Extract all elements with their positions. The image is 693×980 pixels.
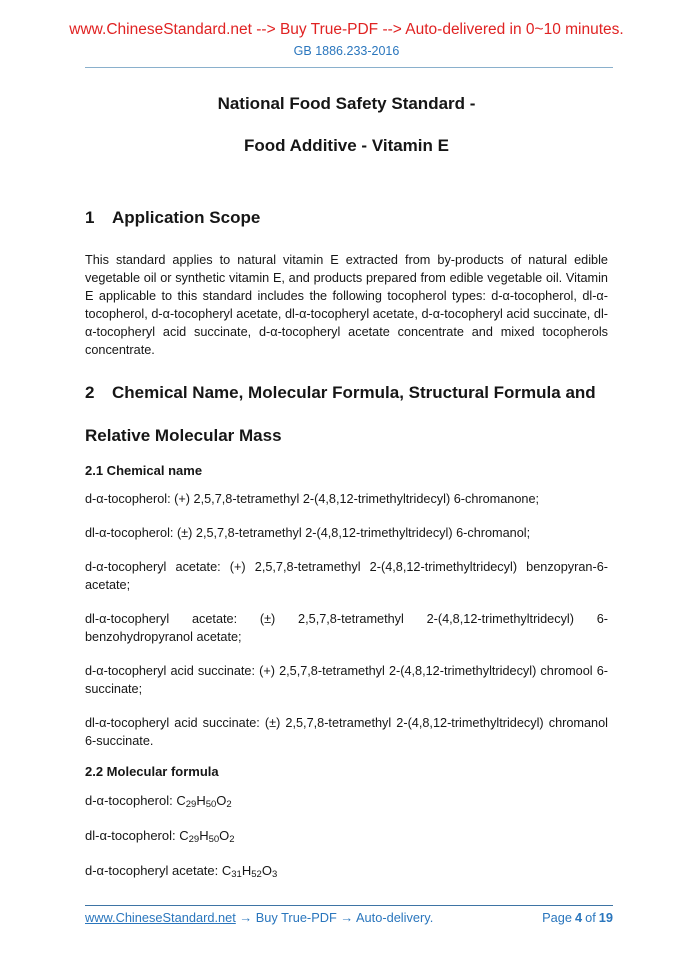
standard-code: GB 1886.233-2016 — [293, 44, 400, 58]
footer-left — [85, 910, 433, 926]
page-label: Page — [542, 910, 572, 925]
subsection-2-1-heading: 2.1 Chemical name — [85, 463, 203, 478]
molecular-formula-line — [85, 792, 608, 810]
footer-link[interactable]: www.ChineseStandard.net — [85, 910, 236, 925]
formula-label: d-α-tocopheryl acetate: — [85, 863, 222, 878]
of-label: of — [585, 910, 596, 925]
chemical-name-item: d-α-tocopherol: (+) 2,5,7,8-tetramethyl 2-(4,8,12-trimethyltridecyl) 6-chromanone; — [85, 492, 540, 506]
formula-element: H — [196, 793, 206, 808]
formula-subscript: 29 — [188, 834, 200, 845]
page-total: 19 — [598, 910, 613, 925]
chemical-name-item: d-α-tocopheryl acetate: (+) 2,5,7,8-tetramethyl 2-(4,8,12-trimethyltridecyl) benzopyran-6-acetate; — [85, 560, 608, 592]
formula-label: dl-α-tocopherol: — [85, 828, 180, 843]
formula-label: d-α-tocopherol: — [85, 793, 177, 808]
header-divider — [85, 67, 613, 68]
chemical-name-item: dl-α-tocopheryl acetate: (±) 2,5,7,8-tetramethyl 2-(4,8,12-trimethyltridecyl) 6-benzohydropyranol acetate; — [85, 612, 608, 644]
footer-text: → Buy True-PDF → Auto-delivery. — [235, 910, 434, 925]
formula-subscript: 50 — [208, 834, 220, 845]
page-indicator — [539, 910, 613, 926]
molecular-formula-line — [85, 862, 608, 880]
formula-subscript: 2 — [226, 799, 232, 810]
formula-element: O — [216, 793, 227, 808]
formula-element: O — [261, 863, 272, 878]
page-footer — [85, 905, 613, 926]
formula-element: C — [221, 863, 232, 878]
section-2-heading — [85, 371, 608, 457]
formula-subscript: 3 — [271, 869, 278, 880]
section-2-number: 2 — [85, 383, 95, 402]
formula-element: H — [199, 828, 209, 843]
chemical-name-item: dl-α-tocopheryl acid succinate: (±) 2,5,7,8-tetramethyl 2-(4,8,12-trimethyltridecyl) chromanol 6-succinate. — [85, 716, 608, 748]
document-title-line2: Food Additive - Vitamin E — [244, 136, 449, 155]
section-2-title: Chemical Name, Molecular Formula, Structural Formula and Relative Molecular Mass — [85, 383, 596, 445]
section-1-number: 1 — [85, 208, 95, 227]
chemical-name-item: d-α-tocopheryl acid succinate: (+) 2,5,7,8-tetramethyl 2-(4,8,12-trimethyltridecyl) chromool 6-succinate; — [85, 664, 608, 696]
section-1-title: Application Scope — [112, 208, 261, 227]
formula-subscript: 29 — [185, 799, 197, 810]
subsection-2-2-heading: 2.2 Molecular formula — [85, 764, 219, 779]
molecular-formula-line — [85, 827, 608, 845]
chemical-name-item: dl-α-tocopherol: (±) 2,5,7,8-tetramethyl 2-(4,8,12-trimethyltridecyl) 6-chromanol; — [85, 526, 531, 540]
formula-subscript: 52 — [251, 869, 262, 880]
formula-element: C — [179, 828, 189, 843]
page-current: 4 — [574, 910, 583, 925]
formula-subscript: 2 — [229, 834, 235, 845]
section-1-heading — [85, 206, 608, 230]
promo-banner: www.ChineseStandard.net --> Buy True-PDF --> Auto-delivered in 0~10 minutes. — [69, 21, 624, 38]
formula-element: C — [176, 793, 186, 808]
formula-element: O — [219, 828, 230, 843]
formula-element: H — [241, 863, 252, 878]
formula-subscript: 31 — [231, 869, 242, 880]
document-title-line1: National Food Safety Standard - — [217, 94, 476, 113]
section-1-paragraph: This standard applies to natural vitamin E extracted from by-products of natural edible vegetable oil or synthetic vitamin E, and products prepared from edible vegetable oil. Vitamin E applicable to this standard includes the following tocopherol types: d-α-tocopherol, dl-α-tocopherol, d-α-tocopheryl acetate, dl-α-tocopheryl acetate, d-α-tocopheryl acid succinate, dl-α-tocopheryl acid succinate, d-α-tocopheryl acetate concentrate and mixed tocopherols concentrate. — [85, 253, 608, 357]
formula-subscript: 50 — [205, 799, 217, 810]
